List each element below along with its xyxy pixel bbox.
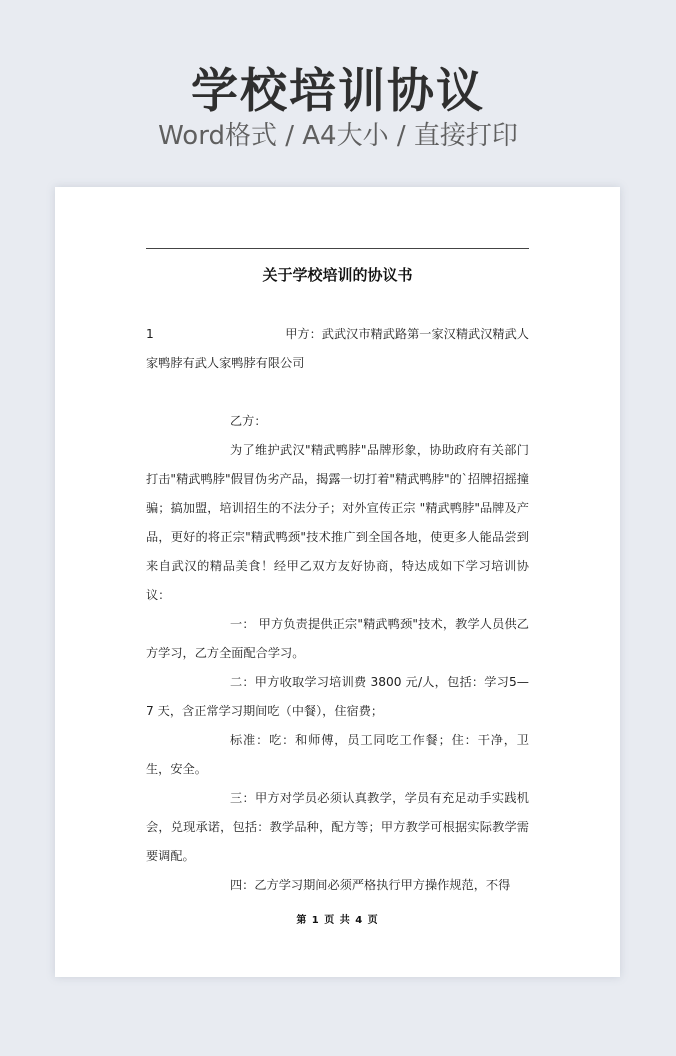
document-page	[55, 187, 620, 977]
hero-title: 学校培训协议	[191, 64, 485, 119]
clause-3: 三：甲方对学员必须认真教学，学员有充足动手实践机会，兑现承诺，包括：教学品种，配方等；甲方教学可根据实际教学需要调配。	[146, 791, 529, 863]
clause-2: 二：甲方收取学习培训费 3800 元/人，包括：学习5—7 天，含正常学习期间吃（中餐），住宿费；	[146, 675, 529, 718]
header-rule	[146, 248, 529, 249]
preamble-paragraph: 为了维护武汉"精武鸭脖"品牌形象，协助政府有关部门打击"精武鸭脖"假冒伪劣产品，揭露一切打着"精武鸭脖"的`招牌招摇撞骗；搞加盟，培训招生的不法分子；对外宣传正宗 "精武鸭脖"品牌及产品，更好的将正宗"精武鸭颈"技术推广到全国各地，使更多人能品尝到来自武汉的精品美食！经甲乙双方友好协商，特达成如下学习培训协议：	[146, 443, 529, 602]
page-footer: 第 1 页 共 4 页	[296, 915, 379, 926]
document-body	[146, 320, 529, 900]
document-title: 关于学校培训的协议书	[262, 266, 413, 284]
clause-1: 一： 甲方负责提供正宗"精武鸭颈"技术，教学人员供乙方学习，乙方全面配合学习。	[146, 617, 529, 660]
party-b: 乙方：	[230, 414, 267, 428]
party-a-line	[146, 320, 529, 349]
party-a-continued: 家鸭脖有武人家鸭脖有限公司	[146, 356, 305, 370]
clause-4: 四：乙方学习期间必须严格执行甲方操作规范，不得	[230, 878, 511, 892]
clause-2-standard: 标准：吃：和师傅，员工同吃工作餐；住：干净，卫生，安全。	[146, 733, 529, 776]
clause-number: 1	[146, 327, 154, 341]
hero-subtitle: Word格式 / A4大小 / 直接打印	[158, 121, 518, 151]
party-a-text: 甲方：武武汉市精武路第一家汉精武汉精武人	[285, 327, 529, 341]
